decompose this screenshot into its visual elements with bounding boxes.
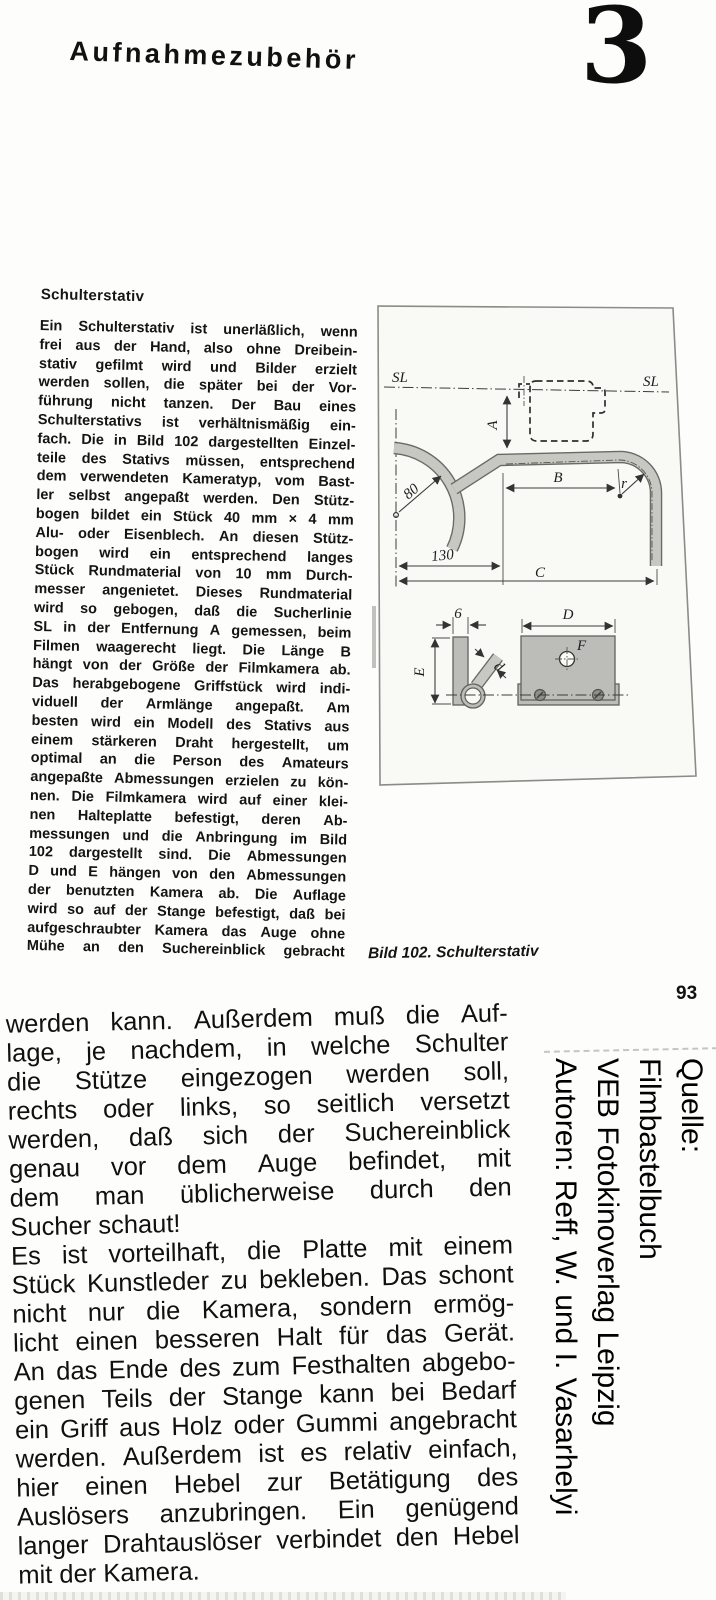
text-line: die Stütze eingezogen werden soll, xyxy=(6,1057,510,1097)
left-text-column xyxy=(27,317,358,963)
text-line: bogen wird ein entsprechend langes xyxy=(34,543,354,567)
text-line: hängt von der Größe der Filmkamera ab. xyxy=(32,656,351,679)
label-sl-left: SL xyxy=(392,370,408,386)
text-line: werden sollen, die später bei der Vor- xyxy=(38,374,357,398)
text-line: Sucher schaut! xyxy=(10,1209,181,1242)
label-radius-r: r xyxy=(621,476,627,492)
text-line: werden. Außerdem ist es relativ einfach, xyxy=(15,1434,518,1474)
text-line: Es ist vorteilhaft, die Platte mit einem xyxy=(10,1231,514,1271)
text-line: stativ gefilmt wird und Bilder erzielt xyxy=(38,355,358,379)
text-line: mit der Kamera. xyxy=(17,1557,200,1590)
section-heading: Schulterstativ xyxy=(40,286,145,306)
text-line: nen. Die Filmkamera wird auf einer klei- xyxy=(29,787,349,811)
label-dim-a: A xyxy=(485,420,501,430)
text-line: Ein Schulterstativ ist unerläßlich, wenn xyxy=(39,317,358,341)
text-line: Filmen waagerecht liegt. Die Länge B xyxy=(32,637,352,661)
source-line: VEB Fotokinoverlag Leipzig xyxy=(591,1058,624,1427)
source-line: Autoren: Reff, W. und I. Vasarhelyi xyxy=(549,1058,582,1516)
label-dim-d-small: d xyxy=(490,658,507,676)
text-line: wird so gebogen, daß die Sucherlinie xyxy=(33,599,352,623)
bend-center-dot xyxy=(618,494,623,499)
page-bottom-edge xyxy=(0,1592,566,1600)
figure-caption: Bild 102. Schulterstativ xyxy=(367,942,539,963)
text-line: nen Halteplatte befestigt, deren Ab- xyxy=(29,806,348,830)
tube-ring-inner xyxy=(465,688,481,704)
source-attribution-block xyxy=(544,1030,712,1600)
text-line: viduell der Armlänge angepaßt. Am xyxy=(31,693,350,717)
label-hole-f: F xyxy=(577,638,587,654)
label-radius-80: 80 xyxy=(400,480,423,503)
text-line: rechts oder links, so seitlich versetzt xyxy=(7,1086,510,1126)
text-line: der benutzten Kamera ab. Die Auflage xyxy=(27,881,347,905)
text-line: Schulterstativs ist verhältnismäßig ein- xyxy=(37,411,356,435)
text-line: werden, daß sich der Suchereinblick xyxy=(8,1115,511,1155)
label-dim-6: 6 xyxy=(454,606,462,622)
text-line: bogen bildet ein Stück 40 mm × 4 mm xyxy=(35,505,354,529)
bottom-text-block xyxy=(5,999,520,1590)
label-dim-e: E xyxy=(412,667,428,677)
text-line: An das Ende des zum Festhalten abgebo- xyxy=(13,1347,516,1387)
text-line: 102 dargestellt sind. Die Abmessungen xyxy=(28,844,347,867)
text-line: dem man üblicherweise durch den xyxy=(9,1173,512,1213)
label-dim-b: B xyxy=(553,470,563,486)
source-line: Filmbastelbuch xyxy=(633,1058,666,1260)
text-line: teile des Stativs müssen, entsprechend xyxy=(36,449,356,473)
label-dim-c: C xyxy=(534,565,546,581)
page-number: 93 xyxy=(676,983,698,1004)
text-line: fach. Die in Bild 102 dargestellten Einzel- xyxy=(37,430,356,454)
text-line: Stück Rundmaterial von 10 mm Durch- xyxy=(34,562,353,585)
paragraph xyxy=(5,999,512,1242)
scan-smudge xyxy=(372,606,376,668)
text-line: Das herabgebogene Griffstück wird indi- xyxy=(32,675,351,698)
text-line: besten wird ein Modell des Stativs aus xyxy=(31,712,350,736)
text-line: SL in der Entfernung A gemessen, beim xyxy=(33,618,352,642)
text-line: genau vor dem Auge befindet, mit xyxy=(8,1144,512,1184)
figure-bild-102 xyxy=(370,288,700,788)
text-line: messungen und die Anbringung im Bild xyxy=(29,825,348,849)
text-line: genen Teils der Stange kann bei Bedarf xyxy=(14,1376,517,1416)
text-line: Alu- oder Eisenblech. An diesen Stütz- xyxy=(35,524,354,548)
text-line: licht einen besseren Halt für das Gerät. xyxy=(12,1318,516,1358)
text-line: wird so auf der Stange befestigt, daß bei xyxy=(27,900,346,924)
text-line: angepaßte Abmessungen erzielen zu kön- xyxy=(30,769,349,792)
text-line: D und E hängen von den Abmessungen xyxy=(28,862,347,886)
text-line: optimal an die Person des Amateurs xyxy=(30,750,349,773)
text-line: lage, je nachdem, in welche Schulter xyxy=(6,1028,509,1068)
text-line: ein Griff aus Holz oder Gummi angebracht xyxy=(14,1405,518,1445)
text-line: langer Drahtauslöser verbindet den Hebel xyxy=(17,1521,520,1561)
text-line: ler selbst angepaßt werden. Den Stütz- xyxy=(36,487,355,510)
text-line: werden kann. Außerdem muß die Auf- xyxy=(5,999,508,1039)
text-line: hier einen Hebel zur Betätigung des xyxy=(16,1463,519,1503)
label-dim-d-plate: D xyxy=(562,607,574,623)
text-line: messer angenietet. Dieses Rundmaterial xyxy=(34,581,353,604)
chapter-number: 3 xyxy=(580,0,653,107)
page-title: Aufnahmezubehör xyxy=(69,36,360,76)
label-dim-130: 130 xyxy=(430,546,455,566)
paragraph xyxy=(11,1231,521,1590)
text-line: aufgeschraubter Kamera das Auge ohne xyxy=(27,919,346,943)
text-line: Mühe an den Suchereinblick gebracht xyxy=(26,938,345,961)
text-line: Auslösers anzubringen. Ein genügend xyxy=(16,1492,520,1532)
source-line: Quelle: xyxy=(675,1058,708,1154)
text-line: Stück Kunstleder zu bekleben. Das schont xyxy=(11,1260,514,1300)
text-line: dem verwendeten Kameratyp, vom Bast- xyxy=(36,468,355,491)
text-line: frei aus der Hand, also ohne Dreibein- xyxy=(39,336,358,360)
text-line: führung nicht tanzen. Der Bau eines xyxy=(38,393,357,416)
text-line: nicht nur die Kamera, sondern ermög- xyxy=(12,1289,515,1329)
text-line: einem stärkeren Draht hergestellt, um xyxy=(30,731,350,755)
label-sl-right: SL xyxy=(643,374,659,390)
